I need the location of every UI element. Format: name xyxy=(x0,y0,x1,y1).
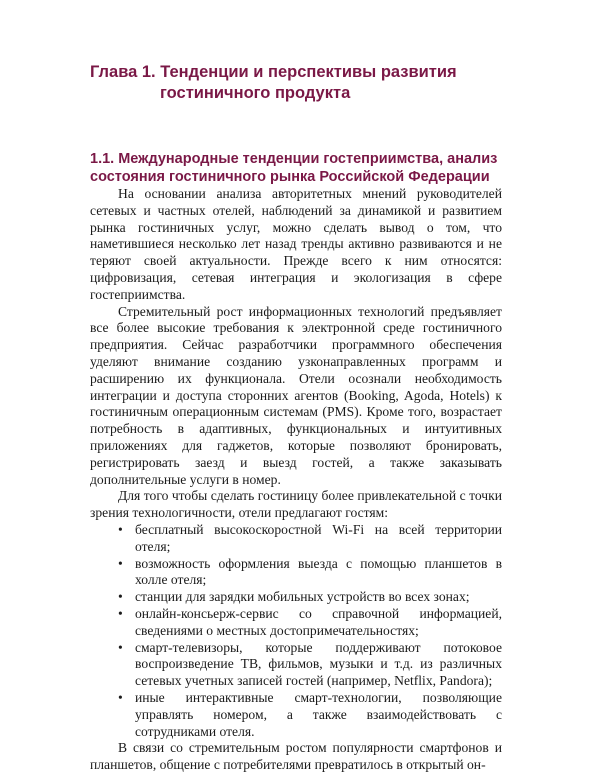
bullet-icon: • xyxy=(118,589,123,605)
chapter-title-line-1: Глава 1. Тенденции и перспективы развития xyxy=(90,63,457,81)
bullet-icon: • xyxy=(118,689,123,705)
bullet-icon: • xyxy=(118,639,123,655)
list-item-text: смарт-телевизоры, которые поддерживают потоковое воспроизведение ТВ, фильмов, музыки и т.д. из различных сетевых учетных записей гостей (например, Netflix, Pandora); xyxy=(135,639,502,689)
bullet-list xyxy=(90,522,502,740)
paragraph-4: В связи со стремительным ростом популярности смартфонов и планшетов, общение с потребителями превратилось в открытый он- xyxy=(90,740,502,773)
bullet-icon: • xyxy=(118,605,123,621)
list-item xyxy=(90,556,502,590)
bullet-icon: • xyxy=(118,521,123,537)
list-item-text: иные интерактивные смарт-технологии, позволяющие управлять номером, а также взаимодействовать с сотрудниками отеля. xyxy=(135,689,502,739)
paragraph-3: Для того чтобы сделать гостиницу более привлекательной с точки зрения технологичности, отели предлагают гостям: xyxy=(90,488,502,521)
list-item xyxy=(90,690,502,740)
list-item-text: онлайн-консьерж-сервис со справочной информацией, сведениями о местных достопримечательностях; xyxy=(135,605,502,638)
paragraph-2: Стремительный рост информационных технологий предъявляет все более высокие требования к электронной среде гостиничного предприятия. Сейчас разработчики программного обеспечения уделяют внимание созданию узконаправленных программ и расширению их функционала. Отели осознали необходимость интеграции и доступа сторонних агентов (Booking, Agoda, Hotels) к гостиничным операционным системам (PMS). Кроме того, возрастает потребность в адаптивных, функциональных и интуитивных приложениях для гаджетов, которые позволяют бронировать, регистрировать заезд и выезд гостей, а также заказывать дополнительные услуги в номер. xyxy=(90,303,502,487)
body-text xyxy=(90,186,502,774)
list-item xyxy=(90,522,502,556)
list-item-text: бесплатный высокоскоростной Wi-Fi на всей территории отеля; xyxy=(135,521,502,554)
bullet-icon: • xyxy=(118,555,123,571)
list-item xyxy=(90,589,502,606)
section-title: 1.1. Международные тенденции гостеприимства, анализ состояния гостиничного рынка Российской Федерации xyxy=(90,151,498,185)
list-item-text: возможность оформления выезда с помощью планшетов в холле отеля; xyxy=(135,555,502,588)
list-item xyxy=(90,606,502,640)
chapter-title xyxy=(90,62,530,104)
list-item xyxy=(90,640,502,690)
paragraph-1: На основании анализа авторитетных мнений руководителей сетевых и частных отелей, наблюдений за динамикой и развитием рынка гостиничных услуг, можно сделать вывод о том, что наметившиеся несколько лет назад тренды активно развиваются и не теряют своей актуальности. Прежде всего к ним относятся: цифровизация, сетевая интеграция и экологизация в сфере гостеприимства. xyxy=(90,186,502,302)
list-item-text: станции для зарядки мобильных устройств во всех зонах; xyxy=(135,589,470,605)
chapter-title-line-2: гостиничного продукта xyxy=(160,84,351,102)
